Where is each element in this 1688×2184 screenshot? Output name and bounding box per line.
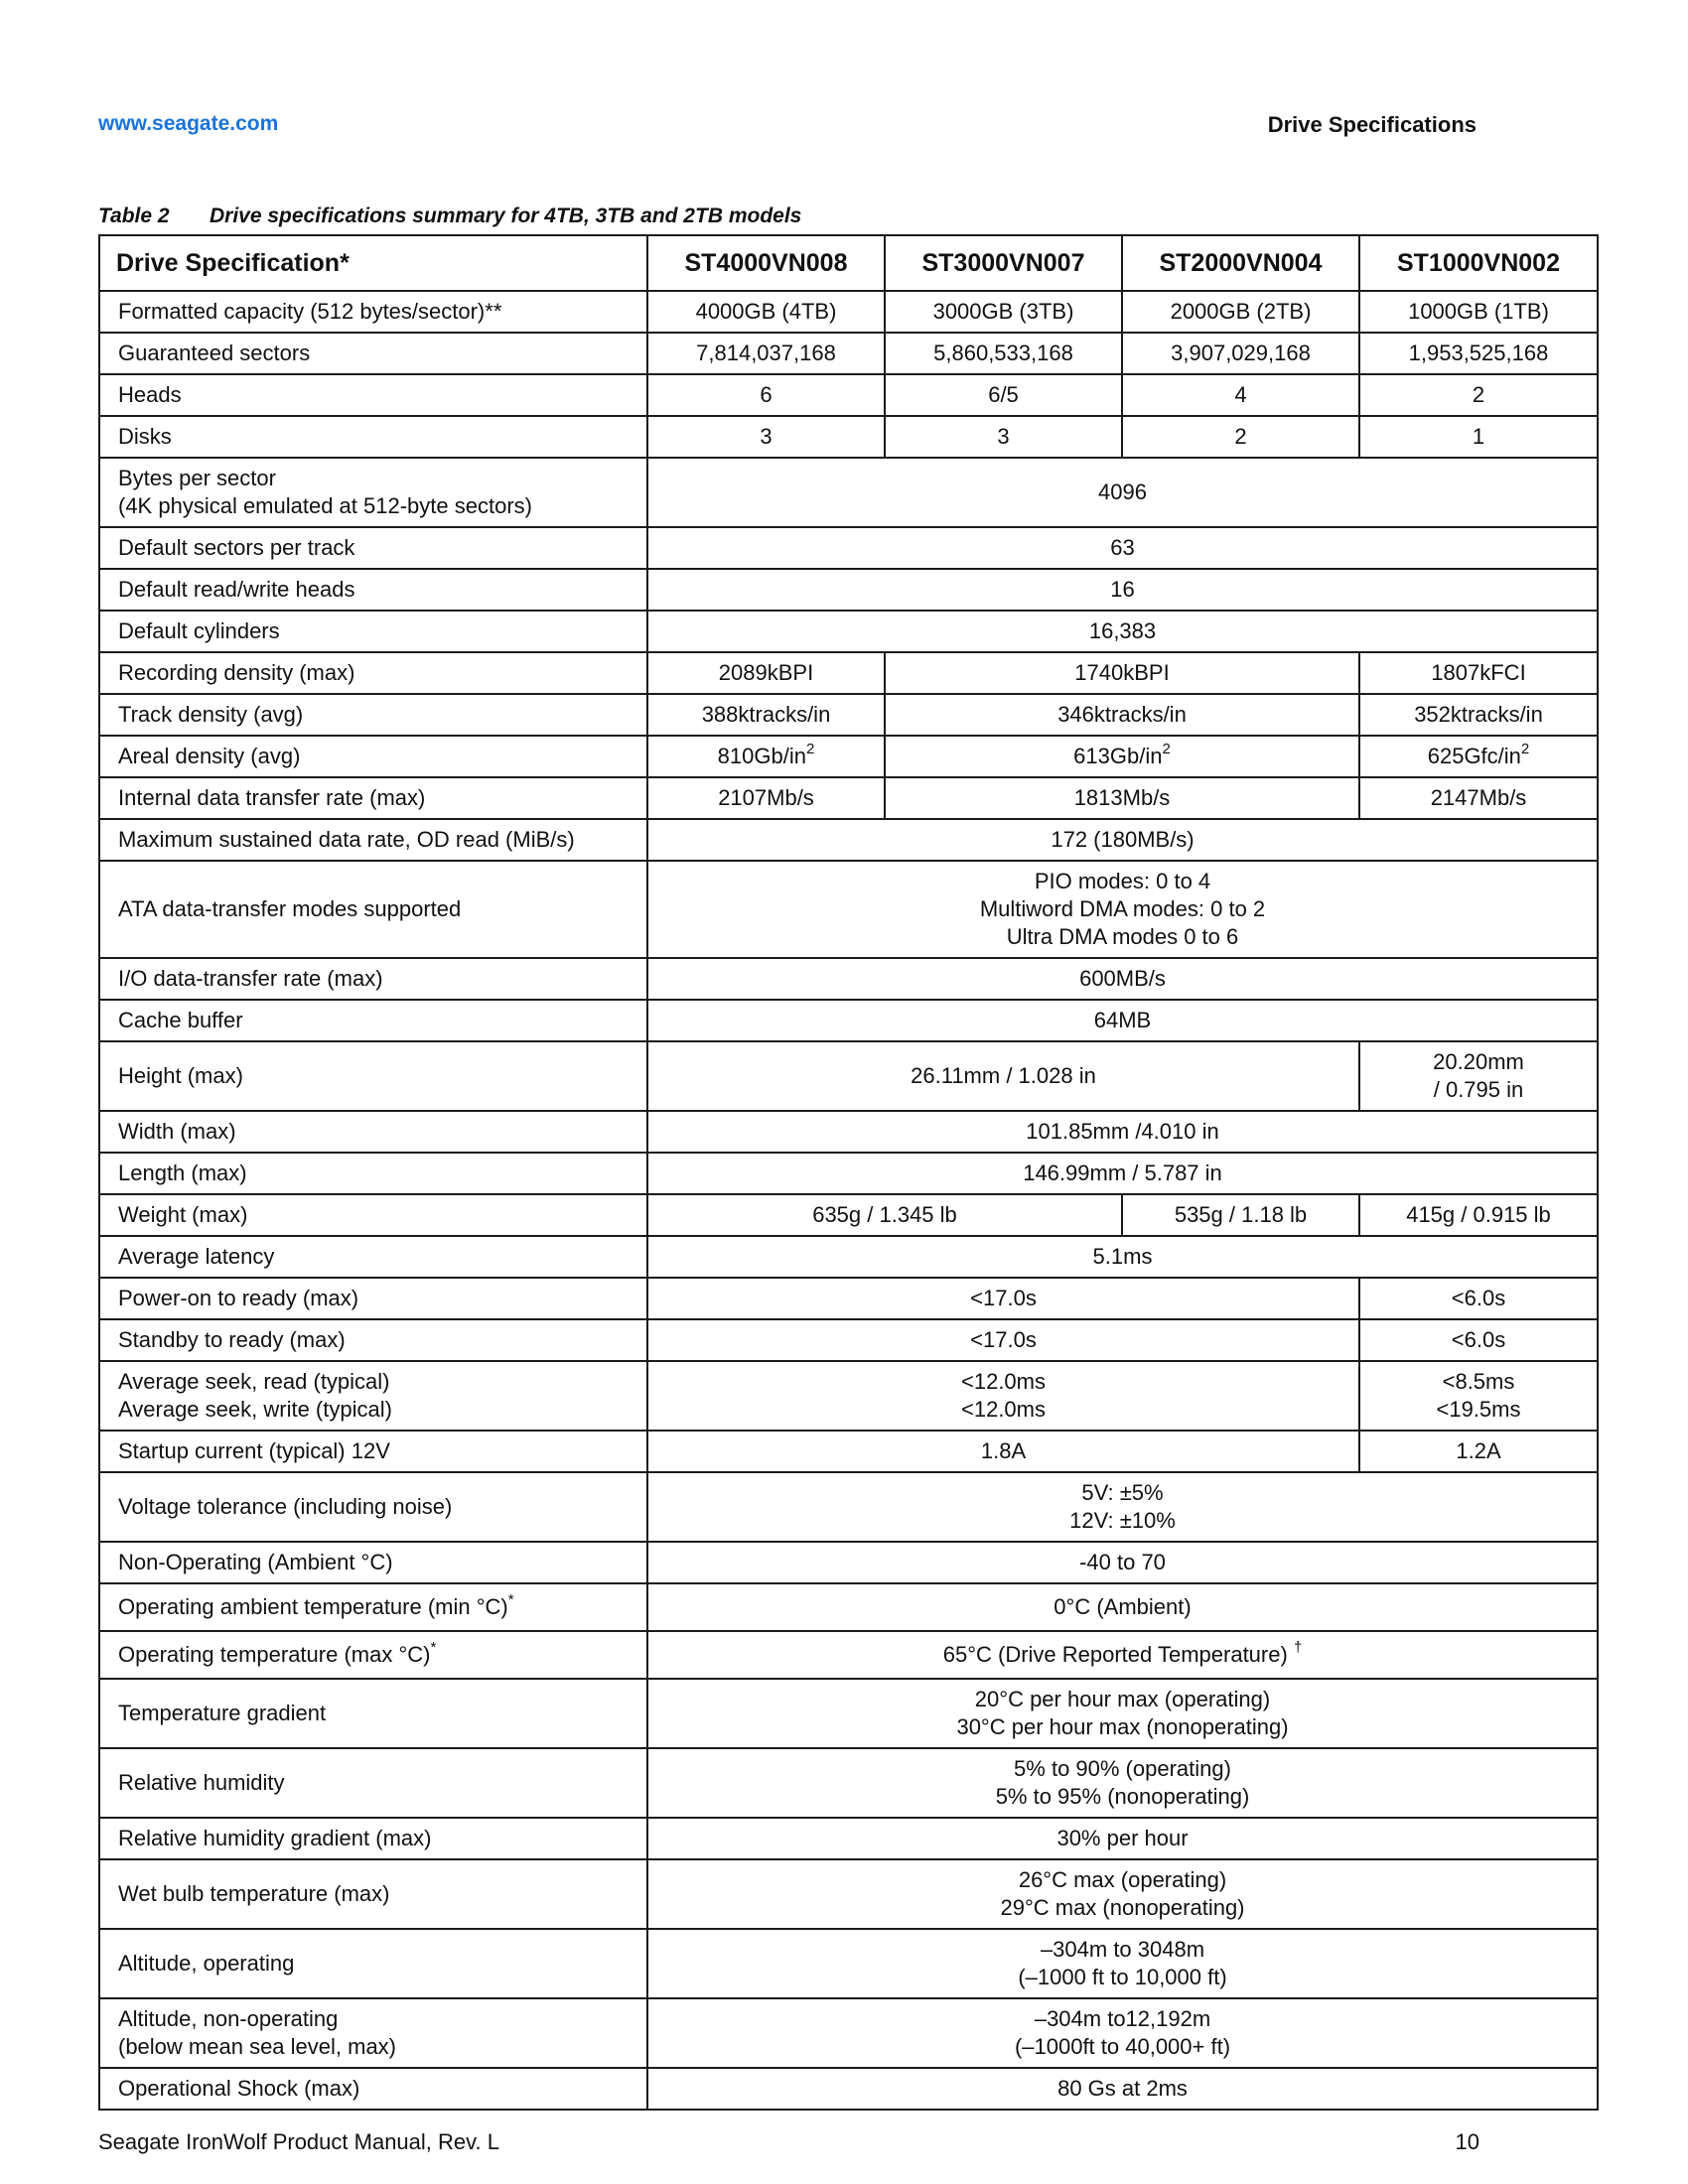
table-row — [99, 1236, 1598, 1278]
header-spec: Drive Specification* — [99, 235, 647, 291]
value-text: 625Gfc/in — [1427, 744, 1521, 768]
table-row — [99, 416, 1598, 458]
cell-value: 2107Mb/s — [647, 777, 885, 819]
table-row — [99, 652, 1598, 694]
cell-value: 3000GB (3TB) — [885, 291, 1122, 333]
cell-value — [647, 1472, 1598, 1542]
cell-value: 2147Mb/s — [1359, 777, 1598, 819]
row-label: Altitude, operating — [99, 1929, 647, 1998]
value-line: 20°C per hour max (operating) — [974, 1687, 1271, 1711]
table-row — [99, 1859, 1598, 1929]
row-label: Disks — [99, 416, 647, 458]
value-line: 29°C max (nonoperating) — [1000, 1895, 1245, 1920]
row-label: Default read/write heads — [99, 569, 647, 611]
row-label: Relative humidity — [99, 1748, 647, 1818]
cell-value — [647, 1748, 1598, 1818]
cell-value: 600MB/s — [647, 958, 1598, 1000]
row-label: Temperature gradient — [99, 1679, 647, 1748]
table-row — [99, 291, 1598, 333]
value-line: <12.0ms — [961, 1369, 1046, 1394]
table-row — [99, 694, 1598, 736]
row-label: ATA data-transfer modes supported — [99, 861, 647, 958]
value-text: 65°C (Drive Reported Temperature) — [942, 1642, 1288, 1667]
cell-value: 5,860,533,168 — [885, 333, 1122, 374]
cell-value — [647, 1998, 1598, 2068]
cell-value: 1.8A — [647, 1431, 1359, 1472]
cell-value: 1807kFCI — [1359, 652, 1598, 694]
table-row — [99, 1361, 1598, 1431]
superscript: * — [430, 1638, 437, 1656]
table-row — [99, 374, 1598, 416]
row-label: Operational Shock (max) — [99, 2068, 647, 2110]
row-label: Default sectors per track — [99, 527, 647, 569]
row-label: Cache buffer — [99, 1000, 647, 1041]
cell-value — [647, 1361, 1359, 1431]
cell-value: 2 — [1122, 416, 1359, 458]
cell-value: 80 Gs at 2ms — [647, 2068, 1598, 2110]
table-row — [99, 1319, 1598, 1361]
cell-value — [885, 736, 1359, 777]
row-label — [99, 1583, 647, 1631]
label-text: Operating temperature (max °C) — [118, 1642, 431, 1667]
row-label: Recording density (max) — [99, 652, 647, 694]
value-line: <19.5ms — [1436, 1397, 1521, 1422]
value-line: PIO modes: 0 to 4 — [1034, 869, 1211, 893]
row-label: Weight (max) — [99, 1194, 647, 1236]
cell-value: 0°C (Ambient) — [647, 1583, 1598, 1631]
table-row — [99, 611, 1598, 652]
section-title: Drive Specifications — [1267, 112, 1477, 137]
cell-value — [647, 1679, 1598, 1748]
header-model: ST1000VN002 — [1359, 235, 1598, 291]
cell-value: 352ktracks/in — [1359, 694, 1598, 736]
row-label: Non-Operating (Ambient °C) — [99, 1542, 647, 1583]
value-line: 26°C max (operating) — [1018, 1867, 1227, 1892]
header-model: ST2000VN004 — [1122, 235, 1359, 291]
label-line: (4K physical emulated at 512-byte sectors) — [118, 493, 532, 518]
page-number: 10 — [1455, 2129, 1479, 2154]
table-row — [99, 736, 1598, 777]
row-label — [99, 1631, 647, 1679]
value-line: 30°C per hour max (nonoperating) — [956, 1714, 1289, 1739]
superscript: 2 — [805, 740, 815, 757]
row-label: Guaranteed sectors — [99, 333, 647, 374]
cell-value: 3 — [647, 416, 885, 458]
value-line: 20.20mm — [1433, 1049, 1524, 1074]
superscript: † — [1293, 1638, 1303, 1656]
cell-value: 26.11mm / 1.028 in — [647, 1041, 1359, 1111]
footer-manual-title: Seagate IronWolf Product Manual, Rev. L — [98, 2129, 499, 2154]
cell-value: 6/5 — [885, 374, 1122, 416]
cell-value: 1740kBPI — [885, 652, 1359, 694]
cell-value: 1.2A — [1359, 1431, 1598, 1472]
table-row — [99, 1000, 1598, 1041]
row-label: Track density (avg) — [99, 694, 647, 736]
cell-value — [647, 1859, 1598, 1929]
row-label: Power-on to ready (max) — [99, 1278, 647, 1319]
value-text: 810Gb/in — [717, 744, 806, 768]
superscript: 2 — [1520, 740, 1530, 757]
cell-value: 4 — [1122, 374, 1359, 416]
value-line: Multiword DMA modes: 0 to 2 — [979, 896, 1266, 921]
label-text: Operating ambient temperature (min °C) — [118, 1594, 508, 1619]
label-line: (below mean sea level, max) — [118, 2034, 397, 2059]
cell-value: 63 — [647, 527, 1598, 569]
row-label: Wet bulb temperature (max) — [99, 1859, 647, 1929]
cell-value: 2000GB (2TB) — [1122, 291, 1359, 333]
row-label: Width (max) — [99, 1111, 647, 1153]
cell-value: 1,953,525,168 — [1359, 333, 1598, 374]
label-line: Average seek, write (typical) — [118, 1397, 392, 1422]
row-label: Average latency — [99, 1236, 647, 1278]
table-number: Table 2 — [98, 205, 170, 227]
cell-value — [1359, 736, 1598, 777]
cell-value: 30% per hour — [647, 1818, 1598, 1859]
value-line: <8.5ms — [1442, 1369, 1515, 1394]
cell-value: 3,907,029,168 — [1122, 333, 1359, 374]
table-row — [99, 458, 1598, 527]
table-header-row — [99, 235, 1598, 291]
value-line: –304m to 3048m — [1040, 1937, 1205, 1962]
table-row — [99, 1111, 1598, 1153]
value-line: Ultra DMA modes 0 to 6 — [1006, 924, 1239, 949]
table-row — [99, 777, 1598, 819]
cell-value: 388ktracks/in — [647, 694, 885, 736]
row-label: Height (max) — [99, 1041, 647, 1111]
cell-value: 3 — [885, 416, 1122, 458]
table-row — [99, 1818, 1598, 1859]
row-label — [99, 458, 647, 527]
table-row — [99, 1679, 1598, 1748]
table-row — [99, 1278, 1598, 1319]
cell-value — [647, 861, 1598, 958]
table-row — [99, 1998, 1598, 2068]
row-label: Relative humidity gradient (max) — [99, 1818, 647, 1859]
cell-value: <6.0s — [1359, 1319, 1598, 1361]
value-line: / 0.795 in — [1433, 1077, 1524, 1102]
row-label: Default cylinders — [99, 611, 647, 652]
table-row — [99, 1041, 1598, 1111]
table-row — [99, 1583, 1598, 1631]
cell-value: 64MB — [647, 1000, 1598, 1041]
header-model: ST3000VN007 — [885, 235, 1122, 291]
cell-value: 1 — [1359, 416, 1598, 458]
cell-value: 146.99mm / 5.787 in — [647, 1153, 1598, 1194]
table-row — [99, 958, 1598, 1000]
value-line: –304m to12,192m — [1034, 2006, 1211, 2031]
header-model: ST4000VN008 — [647, 235, 885, 291]
table-row — [99, 1194, 1598, 1236]
table-row — [99, 1542, 1598, 1583]
cell-value: 16,383 — [647, 611, 1598, 652]
table-row — [99, 1631, 1598, 1679]
table-caption — [98, 205, 801, 228]
cell-value: -40 to 70 — [647, 1542, 1598, 1583]
value-line: 5% to 90% (operating) — [1014, 1756, 1231, 1781]
row-label — [99, 1998, 647, 2068]
row-label: Startup current (typical) 12V — [99, 1431, 647, 1472]
cell-value: 4096 — [647, 458, 1598, 527]
value-line: 5V: ±5% — [1081, 1480, 1164, 1505]
cell-value: 6 — [647, 374, 885, 416]
table-row — [99, 861, 1598, 958]
row-label: Maximum sustained data rate, OD read (MiB/s) — [99, 819, 647, 861]
table-row — [99, 527, 1598, 569]
cell-value: 415g / 0.915 lb — [1359, 1194, 1598, 1236]
cell-value: 2089kBPI — [647, 652, 885, 694]
table-row — [99, 2068, 1598, 2110]
row-label: Heads — [99, 374, 647, 416]
row-label: Areal density (avg) — [99, 736, 647, 777]
table-row — [99, 1748, 1598, 1818]
row-label: Length (max) — [99, 1153, 647, 1194]
table-title: Drive specifications summary for 4TB, 3TB and 2TB models — [210, 205, 802, 227]
table-row — [99, 819, 1598, 861]
value-line: 12V: ±10% — [1069, 1508, 1176, 1533]
drive-spec-table — [98, 234, 1599, 2111]
cell-value — [647, 736, 885, 777]
table-row — [99, 1153, 1598, 1194]
cell-value: 101.85mm /4.010 in — [647, 1111, 1598, 1153]
cell-value — [1359, 1041, 1598, 1111]
label-line: Altitude, non-operating — [118, 2006, 339, 2031]
row-label: Internal data transfer rate (max) — [99, 777, 647, 819]
value-line: (–1000ft to 40,000+ ft) — [1014, 2034, 1231, 2059]
cell-value: 4000GB (4TB) — [647, 291, 885, 333]
superscript: 2 — [1162, 740, 1171, 757]
table-row — [99, 1929, 1598, 1998]
value-line: (–1000 ft to 10,000 ft) — [1018, 1965, 1227, 1989]
cell-value — [647, 1929, 1598, 1998]
cell-value: 2 — [1359, 374, 1598, 416]
value-line: 5% to 95% (nonoperating) — [995, 1784, 1250, 1809]
cell-value — [647, 1631, 1598, 1679]
table-row — [99, 333, 1598, 374]
cell-value: 1000GB (1TB) — [1359, 291, 1598, 333]
cell-value: 16 — [647, 569, 1598, 611]
cell-value: <17.0s — [647, 1319, 1359, 1361]
cell-value: <17.0s — [647, 1278, 1359, 1319]
cell-value: 7,814,037,168 — [647, 333, 885, 374]
label-line: Bytes per sector — [118, 466, 276, 490]
cell-value: 535g / 1.18 lb — [1122, 1194, 1359, 1236]
table-row — [99, 569, 1598, 611]
row-label: Voltage tolerance (including noise) — [99, 1472, 647, 1542]
row-label: I/O data-transfer rate (max) — [99, 958, 647, 1000]
label-line: Average seek, read (typical) — [118, 1369, 390, 1394]
table-row — [99, 1472, 1598, 1542]
cell-value — [1359, 1361, 1598, 1431]
superscript: * — [507, 1590, 514, 1608]
row-label — [99, 1361, 647, 1431]
value-line: <12.0ms — [961, 1397, 1046, 1422]
cell-value: 172 (180MB/s) — [647, 819, 1598, 861]
table-row — [99, 1431, 1598, 1472]
cell-value: <6.0s — [1359, 1278, 1598, 1319]
website-link[interactable]: www.seagate.com — [98, 112, 279, 135]
row-label: Formatted capacity (512 bytes/sector)** — [99, 291, 647, 333]
cell-value: 1813Mb/s — [885, 777, 1359, 819]
row-label: Standby to ready (max) — [99, 1319, 647, 1361]
cell-value: 346ktracks/in — [885, 694, 1359, 736]
value-text: 613Gb/in — [1073, 744, 1163, 768]
cell-value: 5.1ms — [647, 1236, 1598, 1278]
cell-value: 635g / 1.345 lb — [647, 1194, 1122, 1236]
